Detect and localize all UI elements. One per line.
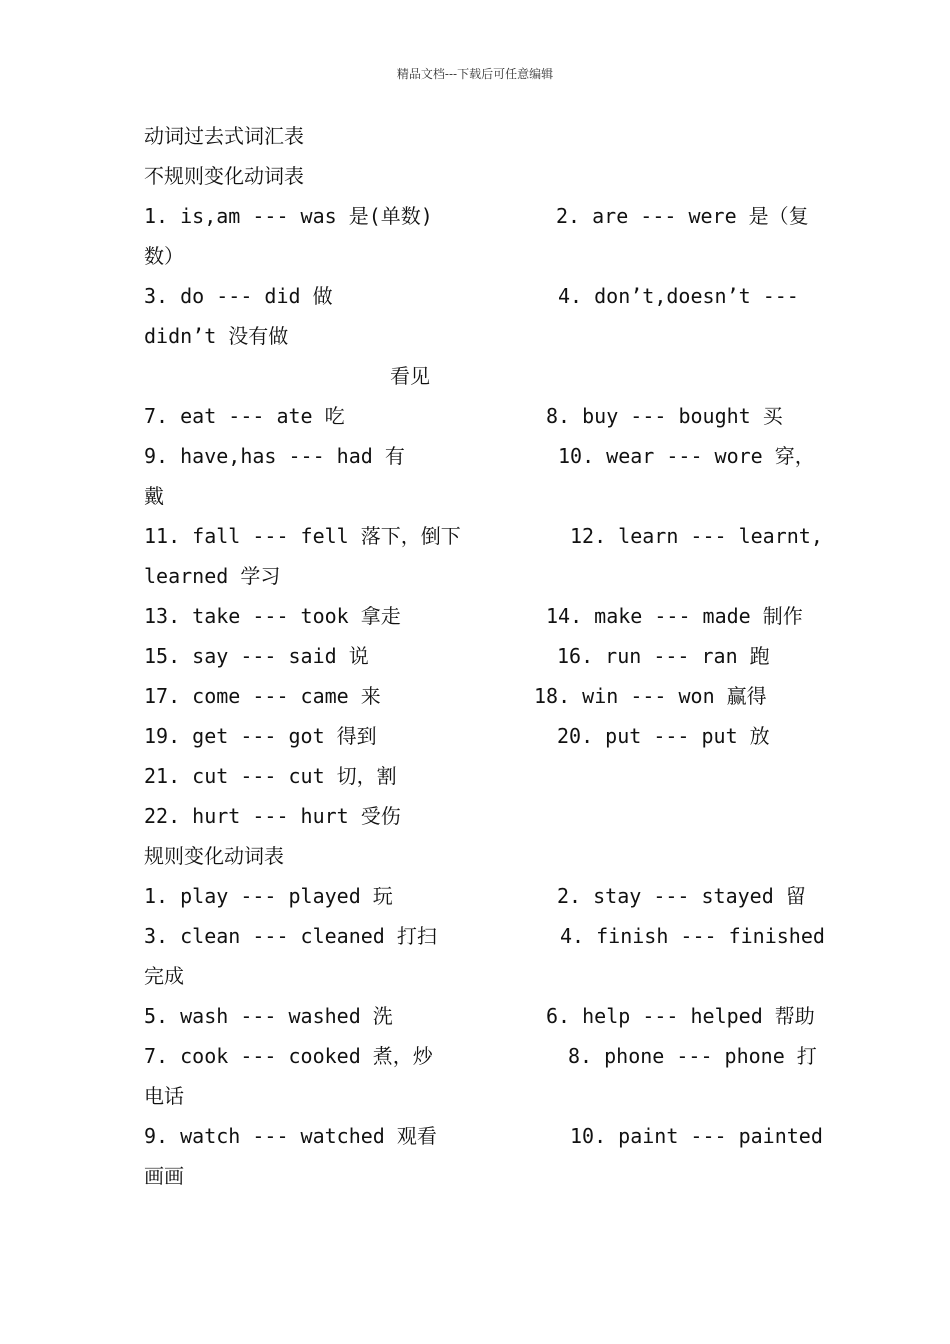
entry-right: 8. phone --- phone 打 — [568, 1044, 817, 1068]
regular-heading: 规则变化动词表 — [144, 844, 284, 868]
entry-right: 4. finish --- finished — [560, 924, 825, 948]
entry-left: 1. play --- played 玩 — [144, 884, 393, 908]
entry-right: 14. make --- made 制作 — [546, 604, 803, 628]
entry-wrap: 电话 — [144, 1084, 184, 1108]
entry-left: 13. take --- took 拿走 — [144, 604, 401, 628]
entry-left: 19. get --- got 得到 — [144, 724, 377, 748]
list-item — [144, 916, 825, 956]
entry-left: 1. is,am --- was 是(单数) — [144, 204, 433, 228]
entry-right: 2. stay --- stayed 留 — [557, 884, 806, 908]
list-item — [144, 636, 808, 676]
entry-right: 10. wear --- wore 穿， — [558, 444, 815, 468]
list-item — [144, 716, 808, 756]
list-item — [144, 676, 808, 716]
entry-right: 18. win --- won 赢得 — [534, 684, 767, 708]
list-item — [144, 436, 815, 476]
entry-left: 21. cut --- cut 切，割 — [144, 764, 397, 788]
list-item — [144, 196, 808, 236]
entry-right: 16. run --- ran 跑 — [557, 644, 770, 668]
entry-left: 9. watch --- watched 观看 — [144, 1124, 437, 1148]
list-item — [144, 516, 823, 556]
list-item — [144, 1116, 823, 1156]
entry-right: 20. put --- put 放 — [557, 724, 770, 748]
list-item — [144, 276, 808, 316]
list-item — [144, 996, 815, 1036]
list-item — [144, 396, 808, 436]
list-item — [144, 1036, 817, 1076]
document-title: 动词过去式词汇表 — [144, 124, 304, 148]
entry-left: 15. say --- said 说 — [144, 644, 369, 668]
entry-left: 7. cook --- cooked 煮，炒 — [144, 1044, 433, 1068]
entry-right: 2. are --- were 是（复 — [556, 204, 809, 228]
entry-left: 3. do --- did 做 — [144, 284, 333, 308]
entry-left: 17. come --- came 来 — [144, 684, 381, 708]
entry-wrap: 戴 — [144, 484, 164, 508]
centered-entry: 看见 — [390, 364, 430, 388]
entry-left: 3. clean --- cleaned 打扫 — [144, 924, 437, 948]
entry-wrap: learned 学习 — [144, 564, 281, 588]
document-body — [144, 116, 825, 1196]
list-item — [144, 756, 808, 796]
entry-right: 10. paint --- painted — [570, 1124, 823, 1148]
list-item — [144, 596, 808, 636]
entry-right: 4. don’t,doesn’t --- — [558, 284, 799, 308]
entry-left: 5. wash --- washed 洗 — [144, 1004, 393, 1028]
page-header: 精品文档---下载后可任意编辑 — [396, 67, 554, 81]
entry-wrap: didn’t 没有做 — [144, 324, 289, 348]
entry-wrap: 画画 — [144, 1164, 184, 1188]
entry-wrap: 完成 — [144, 964, 184, 988]
entry-right: 12. learn --- learnt, — [570, 524, 823, 548]
entry-left: 9. have,has --- had 有 — [144, 444, 405, 468]
entry-right: 8. buy --- bought 买 — [546, 404, 783, 428]
entry-left: 11. fall --- fell 落下，倒下 — [144, 524, 461, 548]
entry-wrap: 数） — [144, 244, 184, 268]
entry-right: 6. help --- helped 帮助 — [546, 1004, 815, 1028]
entry-left: 7. eat --- ate 吃 — [144, 404, 345, 428]
entry-left: 22. hurt --- hurt 受伤 — [144, 804, 401, 828]
list-item — [144, 876, 808, 916]
irregular-heading: 不规则变化动词表 — [144, 164, 304, 188]
list-item — [144, 796, 808, 836]
